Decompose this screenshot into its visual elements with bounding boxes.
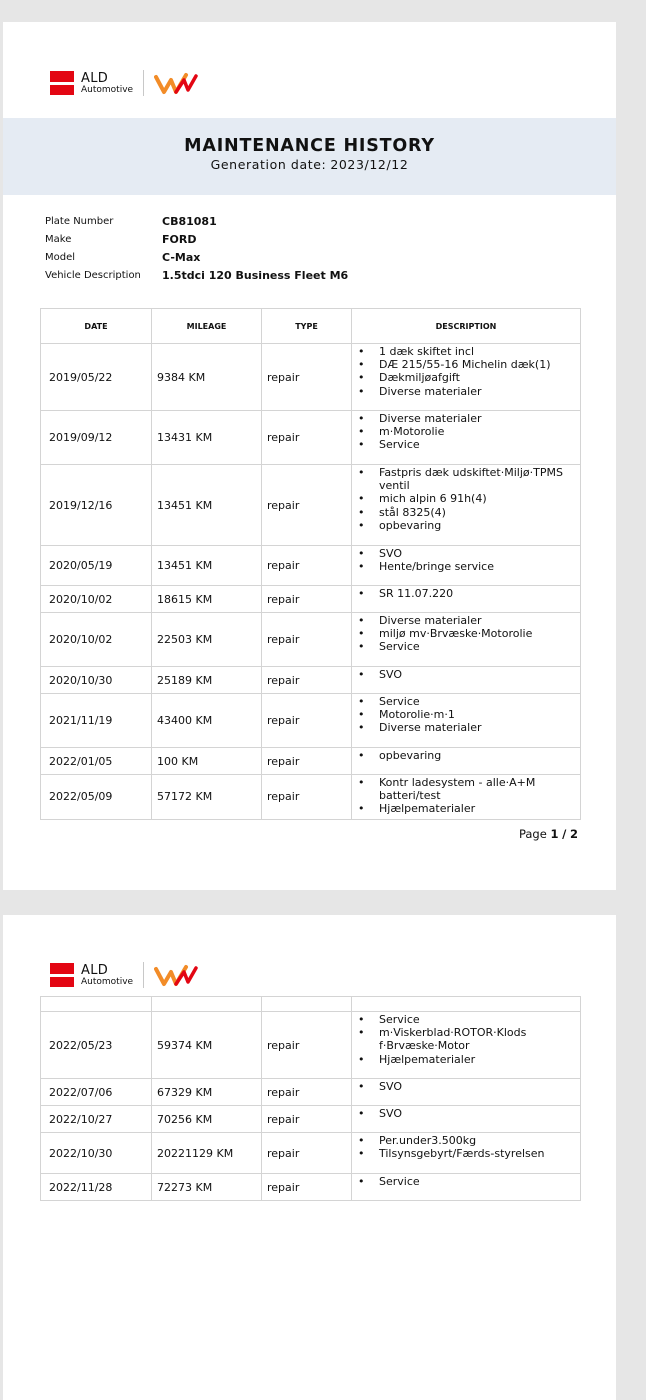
row-mileage: 22503 KM (152, 613, 262, 667)
table-header-row-continued (41, 997, 581, 1012)
table-row (41, 465, 581, 546)
page-number-label: Page (518, 827, 547, 841)
description-item: • Hente/bringe service (358, 560, 576, 573)
description-list (358, 695, 576, 735)
description-item: • Per.under3.500kg (358, 1134, 576, 1147)
column-header-mileage: MILEAGE (152, 309, 262, 344)
description-item: • Dækmiljøafgift (358, 371, 576, 384)
description-item: • DÆ 215/55-16 Michelin dæk(1) (358, 358, 576, 371)
row-type: repair (262, 1174, 352, 1201)
row-type: repair (262, 344, 352, 411)
description-list (358, 587, 576, 600)
description-list (358, 345, 576, 398)
table-row (41, 775, 581, 820)
ald-logo-page-2 (50, 962, 198, 988)
row-type: repair (262, 1012, 352, 1079)
row-type: repair (262, 748, 352, 775)
row-date: 2021/11/19 (41, 694, 152, 748)
vehicle-info-label: Vehicle Description (45, 269, 141, 281)
description-item: • Diverse materialer (358, 412, 576, 425)
row-date: 2022/05/23 (41, 1012, 152, 1079)
row-mileage: 43400 KM (152, 694, 262, 748)
description-item: • mich alpin 6 91h(4) (358, 492, 576, 505)
description-list (358, 749, 576, 762)
description-item: • Kontr ladesystem - alle·A+M batteri/test (358, 776, 576, 802)
document-page-1 (3, 22, 616, 890)
row-mileage: 13451 KM (152, 465, 262, 546)
table-row (41, 1106, 581, 1133)
row-mileage: 70256 KM (152, 1106, 262, 1133)
empty-header-cell (352, 997, 581, 1012)
table-row (41, 1012, 581, 1079)
description-item: • Diverse materialer (358, 614, 576, 627)
table-row (41, 344, 581, 411)
row-type: repair (262, 613, 352, 667)
table-row (41, 546, 581, 586)
row-description (352, 465, 581, 546)
row-date: 2020/10/30 (41, 667, 152, 694)
row-date: 2019/12/16 (41, 465, 152, 546)
table-row (41, 1133, 581, 1174)
row-description (352, 667, 581, 694)
description-item: • m·Motorolie (358, 425, 576, 438)
page-number-total: 2 (569, 827, 578, 841)
description-item: • Service (358, 438, 576, 451)
row-date: 2020/10/02 (41, 613, 152, 667)
description-list (358, 412, 576, 452)
description-item: • Hjælpematerialer (358, 1053, 576, 1066)
row-mileage: 25189 KM (152, 667, 262, 694)
page-number-separator: / (562, 827, 567, 841)
row-date: 2022/11/28 (41, 1174, 152, 1201)
description-list (358, 614, 576, 654)
vehicle-info-label: Plate Number (45, 215, 114, 227)
report-title: MAINTENANCE HISTORY (184, 136, 435, 156)
row-description (352, 775, 581, 820)
row-description (352, 694, 581, 748)
vehicle-info-value: CB81081 (162, 214, 217, 228)
row-mileage: 72273 KM (152, 1174, 262, 1201)
description-item: • 1 dæk skiftet incl (358, 345, 576, 358)
row-mileage: 9384 KM (152, 344, 262, 411)
w-logo-icon (154, 71, 198, 95)
vehicle-info-row (45, 266, 348, 284)
description-item: • Tilsynsgebyrt/Færds-styrelsen (358, 1147, 576, 1160)
vehicle-info (45, 212, 348, 284)
table-row (41, 1174, 581, 1201)
table-row (41, 586, 581, 613)
ald-logo-subtext: Automotive (81, 976, 134, 987)
row-description (352, 546, 581, 586)
row-description (352, 613, 581, 667)
row-type: repair (262, 775, 352, 820)
description-item: • SVO (358, 668, 576, 681)
logo-divider (143, 70, 144, 96)
description-item: • Service (358, 695, 576, 708)
report-header (3, 118, 616, 195)
row-description (352, 1174, 581, 1201)
row-date: 2020/05/19 (41, 546, 152, 586)
description-item: • m·Viskerblad·ROTOR·Klods f·Brvæske·Motor (358, 1026, 576, 1052)
ald-logo-mark (50, 963, 74, 987)
maintenance-table-page-2 (40, 996, 581, 1201)
ald-logo (50, 70, 198, 96)
vehicle-info-label: Model (45, 251, 76, 263)
row-date: 2022/10/27 (41, 1106, 152, 1133)
row-date: 2019/09/12 (41, 411, 152, 465)
row-mileage: 59374 KM (152, 1012, 262, 1079)
vehicle-info-value: 1.5tdci 120 Business Fleet M6 (162, 268, 349, 282)
row-mileage: 20221129 KM (152, 1133, 262, 1174)
description-list (358, 1175, 576, 1188)
row-type: repair (262, 1079, 352, 1106)
row-date: 2022/10/30 (41, 1133, 152, 1174)
row-description (352, 1079, 581, 1106)
vehicle-info-label: Make (45, 233, 72, 245)
description-list (358, 547, 576, 573)
description-item: • SVO (358, 547, 576, 560)
row-type: repair (262, 465, 352, 546)
description-item: • opbevaring (358, 519, 576, 532)
table-row (41, 411, 581, 465)
vehicle-info-row (45, 212, 348, 230)
row-date: 2022/07/06 (41, 1079, 152, 1106)
table-row (41, 613, 581, 667)
column-header-type: TYPE (262, 309, 352, 344)
vehicle-info-value: C-Max (162, 250, 201, 264)
row-mileage: 13451 KM (152, 546, 262, 586)
row-type: repair (262, 586, 352, 613)
table-row (41, 667, 581, 694)
row-date: 2022/05/09 (41, 775, 152, 820)
description-item: • Fastpris dæk udskiftet·Miljø·TPMS ventil (358, 466, 576, 492)
page-number-current: 1 (550, 827, 559, 841)
ald-logo-text: ALD (81, 962, 109, 978)
generation-date (3, 157, 616, 172)
row-mileage: 67329 KM (152, 1079, 262, 1106)
row-date: 2022/01/05 (41, 748, 152, 775)
row-description (352, 1012, 581, 1079)
column-header-date: DATE (41, 309, 152, 344)
description-list (358, 776, 576, 816)
vehicle-info-row (45, 248, 348, 266)
row-description (352, 411, 581, 465)
ald-logo-mark (50, 71, 74, 95)
description-item: • SR 11.07.220 (358, 587, 576, 600)
description-list (358, 1013, 576, 1066)
generation-date-label: Generation date: (210, 157, 327, 172)
page-number (519, 827, 578, 841)
vehicle-info-value: FORD (162, 232, 197, 246)
description-item: • Service (358, 1013, 576, 1026)
table-row (41, 694, 581, 748)
ald-logo-subtext: Automotive (81, 84, 134, 95)
row-mileage: 100 KM (152, 748, 262, 775)
description-list (358, 1107, 576, 1120)
description-item: • Motorolie·m·1 (358, 708, 576, 721)
vehicle-info-row (45, 230, 348, 248)
description-list (358, 466, 576, 532)
w-logo-icon (154, 963, 198, 987)
table-row (41, 748, 581, 775)
row-description (352, 748, 581, 775)
description-item: • SVO (358, 1107, 576, 1120)
description-list (358, 1080, 576, 1093)
document-page-2 (3, 915, 616, 1400)
logo-divider (143, 962, 144, 988)
row-date: 2019/05/22 (41, 344, 152, 411)
empty-header-cell (41, 997, 152, 1012)
row-description (352, 1106, 581, 1133)
column-header-description: DESCRIPTION (352, 309, 581, 344)
description-item: • Service (358, 640, 576, 653)
ald-logo-text: ALD (81, 70, 109, 86)
row-type: repair (262, 411, 352, 465)
description-item: • SVO (358, 1080, 576, 1093)
row-description (352, 1133, 581, 1174)
maintenance-table-page-1 (40, 308, 581, 820)
description-item: • Hjælpematerialer (358, 802, 576, 815)
row-description (352, 344, 581, 411)
row-type: repair (262, 667, 352, 694)
row-type: repair (262, 694, 352, 748)
table-header-row (41, 309, 581, 344)
description-item: • stål 8325(4) (358, 506, 576, 519)
description-item: • Diverse materialer (358, 385, 576, 398)
empty-header-cell (152, 997, 262, 1012)
generation-date-value: 2023/12/12 (330, 157, 409, 172)
row-mileage: 57172 KM (152, 775, 262, 820)
row-description (352, 586, 581, 613)
description-list (358, 1134, 576, 1160)
row-date: 2020/10/02 (41, 586, 152, 613)
empty-header-cell (262, 997, 352, 1012)
row-mileage: 18615 KM (152, 586, 262, 613)
description-list (358, 668, 576, 681)
description-item: • Diverse materialer (358, 721, 576, 734)
row-type: repair (262, 546, 352, 586)
description-item: • opbevaring (358, 749, 576, 762)
description-item: • Service (358, 1175, 576, 1188)
row-type: repair (262, 1133, 352, 1174)
row-type: repair (262, 1106, 352, 1133)
description-item: • miljø mv·Brvæske·Motorolie (358, 627, 576, 640)
table-row (41, 1079, 581, 1106)
row-mileage: 13431 KM (152, 411, 262, 465)
